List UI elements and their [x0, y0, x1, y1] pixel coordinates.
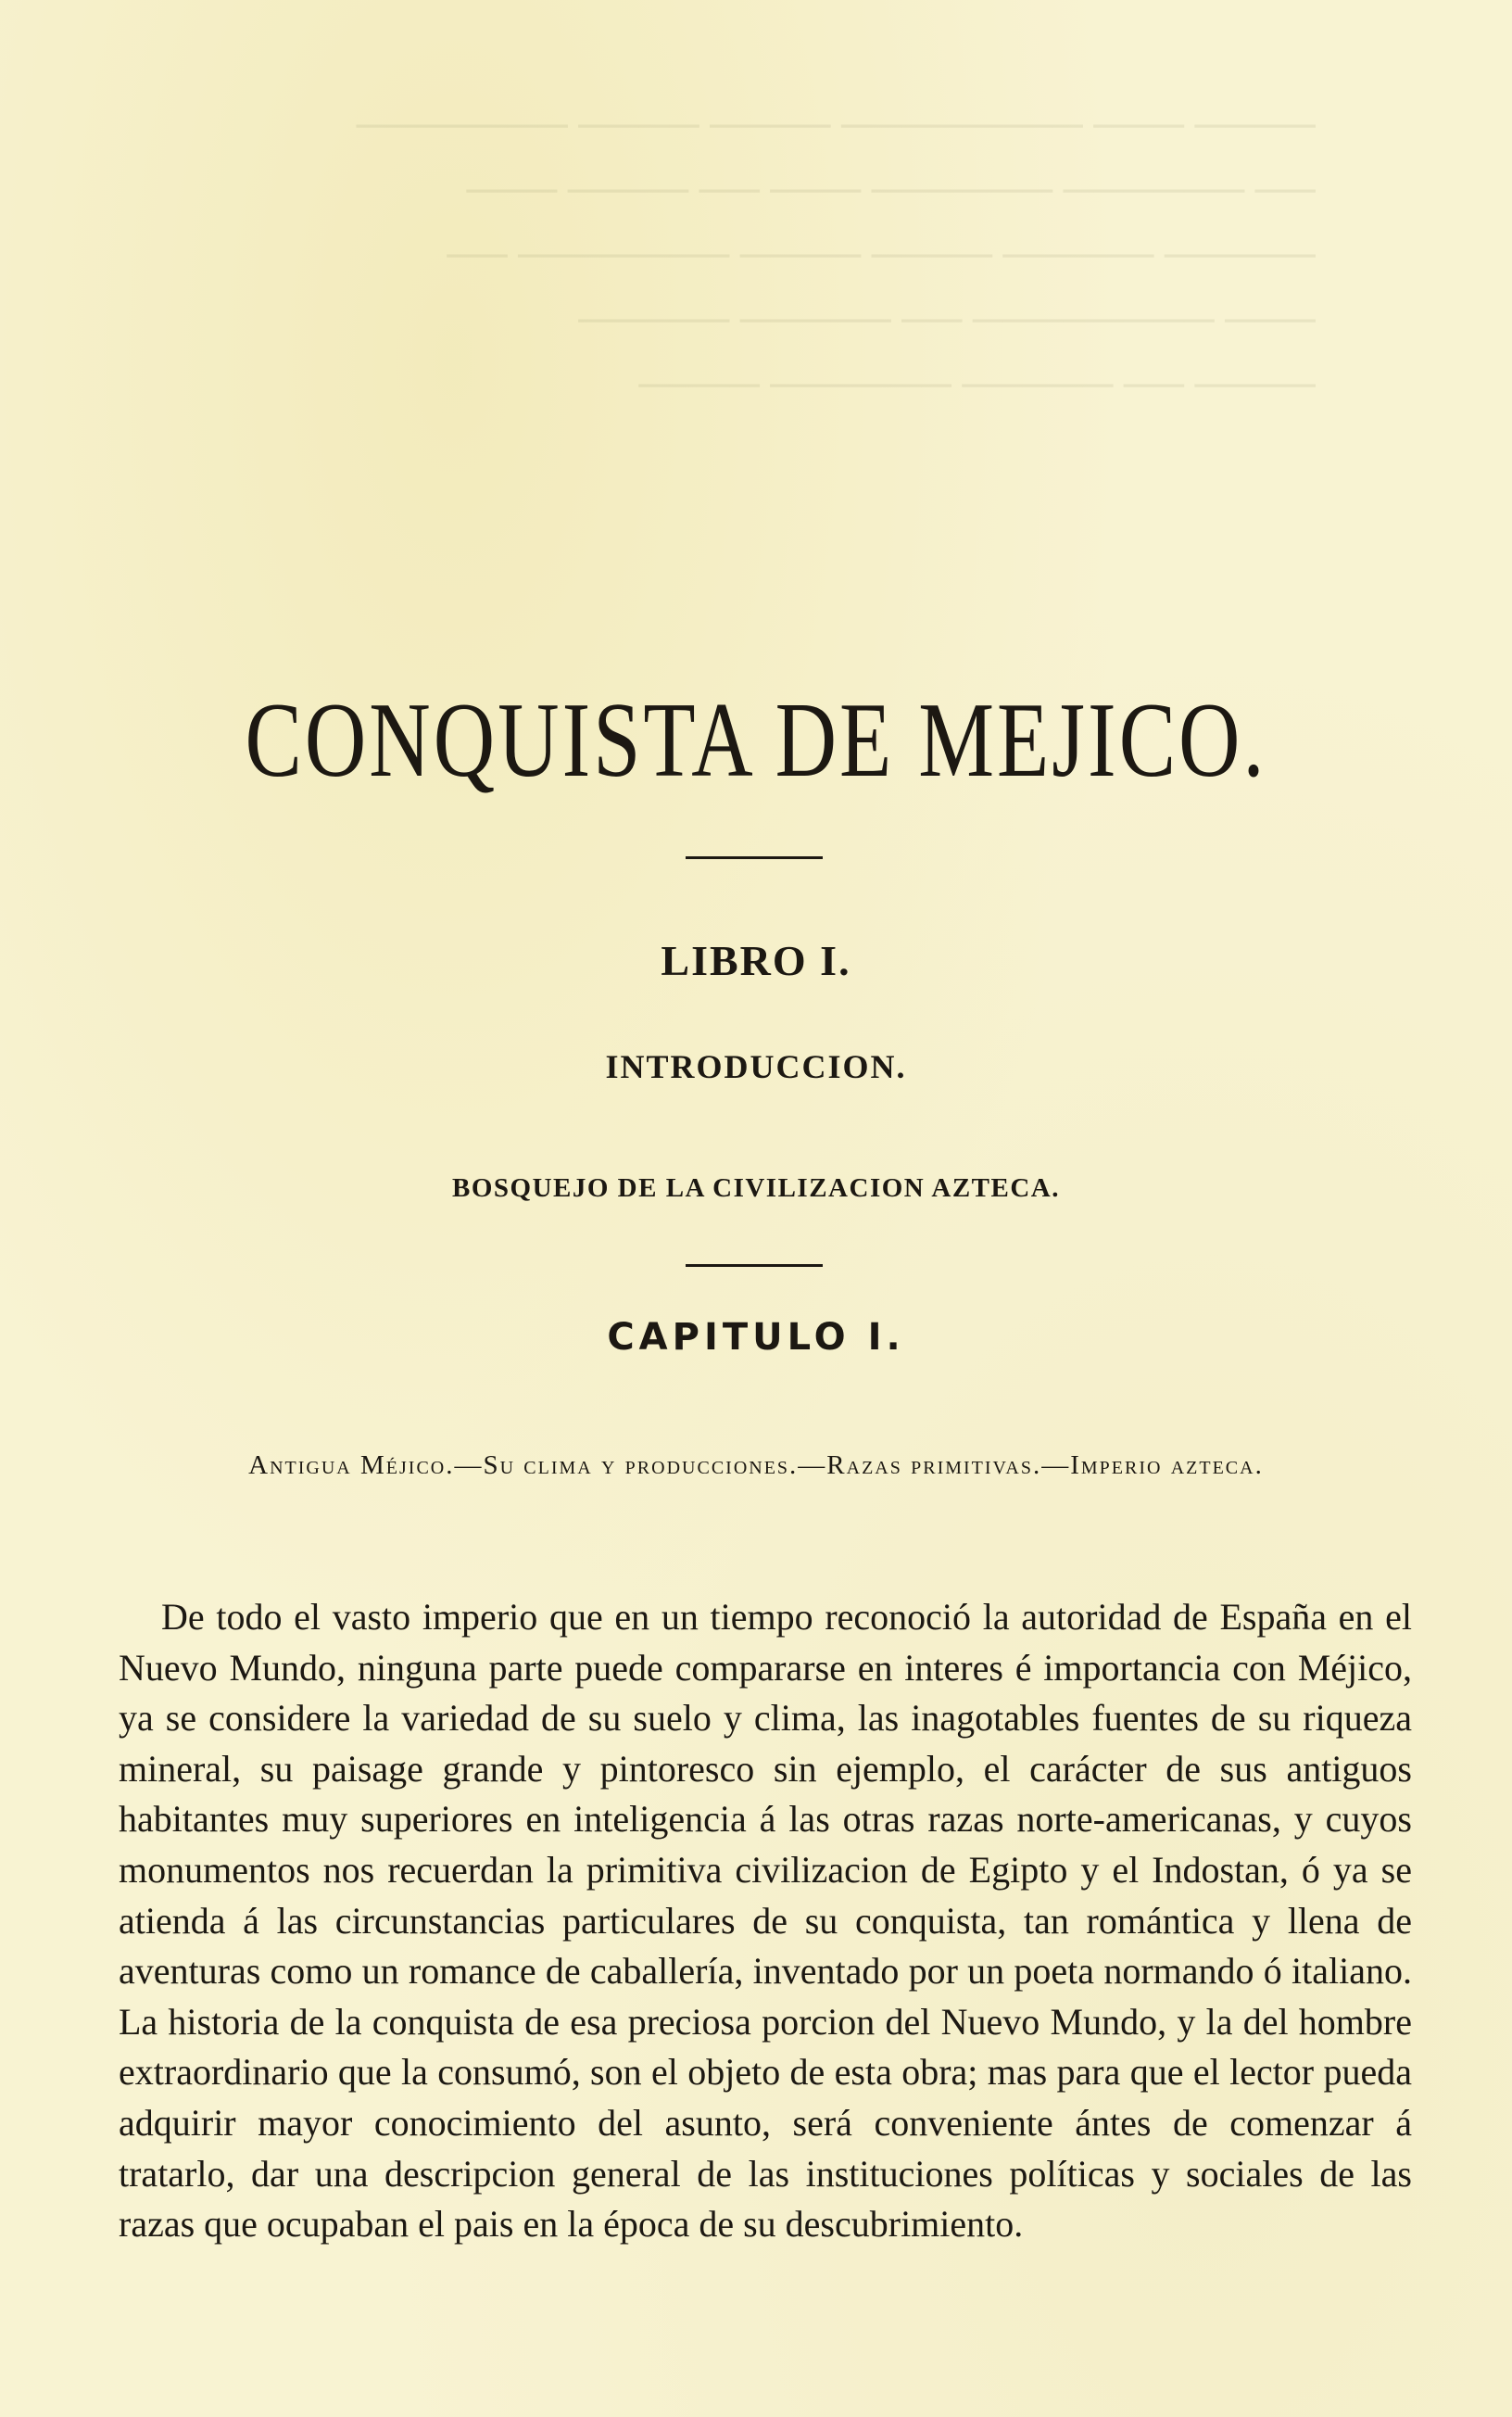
section-heading: INTRODUCCION. — [605, 1048, 907, 1085]
title-divider — [686, 856, 823, 859]
body-paragraph-text: De todo el vasto imperio que en un tiempo reconoció la autoridad de España en el Nuevo Mundo, ninguna parte puede compararse en interes é importancia con Méjico, ya se considere la variedad de su suelo y clima, las inagotables fuentes de su riqueza mineral, su paisage grande y pintoresco sin ejemplo, el carácter de sus antiguos habitantes muy superiores en inteligencia á las otras razas norte-americanas, y cuyos monumentos nos recuerdan la primitiva civilizacion de Egipto y el Indostan, ó ya se atienda á las circunstancias particulares de su conquista, tan romántica y llena de aventuras como un romance de caballería, inventado por un poeta normando ó italiano. La historia de la conquista de esa preciosa porcion del Nuevo Mundo, y la del hombre extraordinario que la consumó, son el objeto de esta obra; mas para que el lector pueda adquirir mayor conocimiento del asunto, será conveniente ántes de comenzar á tratarlo, dar una descripcion general de las instituciones políticas y sociales de las razas que ocupaban el pais en la época de su descubrimiento. — [119, 1596, 1412, 2246]
book-number: LIBRO I. — [661, 937, 851, 984]
section-subtitle: BOSQUEJO DE LA CIVILIZACION AZTECA. — [451, 1173, 1060, 1203]
body-paragraph — [119, 1592, 1412, 2250]
chapter-heading: CAPITULO I. — [607, 1316, 905, 1359]
show-through-texture: ──── ─── ──────── ──── ──── ─────── ── ────── ────── ─── ── ──── ─── ───── ───── ──── ──── ─────── ── ─── ──────── ── ───── ───── ──── ── ───── ────── ──── — [356, 101, 1316, 408]
chapter-summary: Antigua Méjico.—Su clima y producciones.—Razas primitivas.—Imperio azteca. — [248, 1450, 1264, 1480]
chapter-divider — [686, 1264, 823, 1267]
book-title: CONQUISTA DE MEJICO. — [245, 680, 1267, 799]
